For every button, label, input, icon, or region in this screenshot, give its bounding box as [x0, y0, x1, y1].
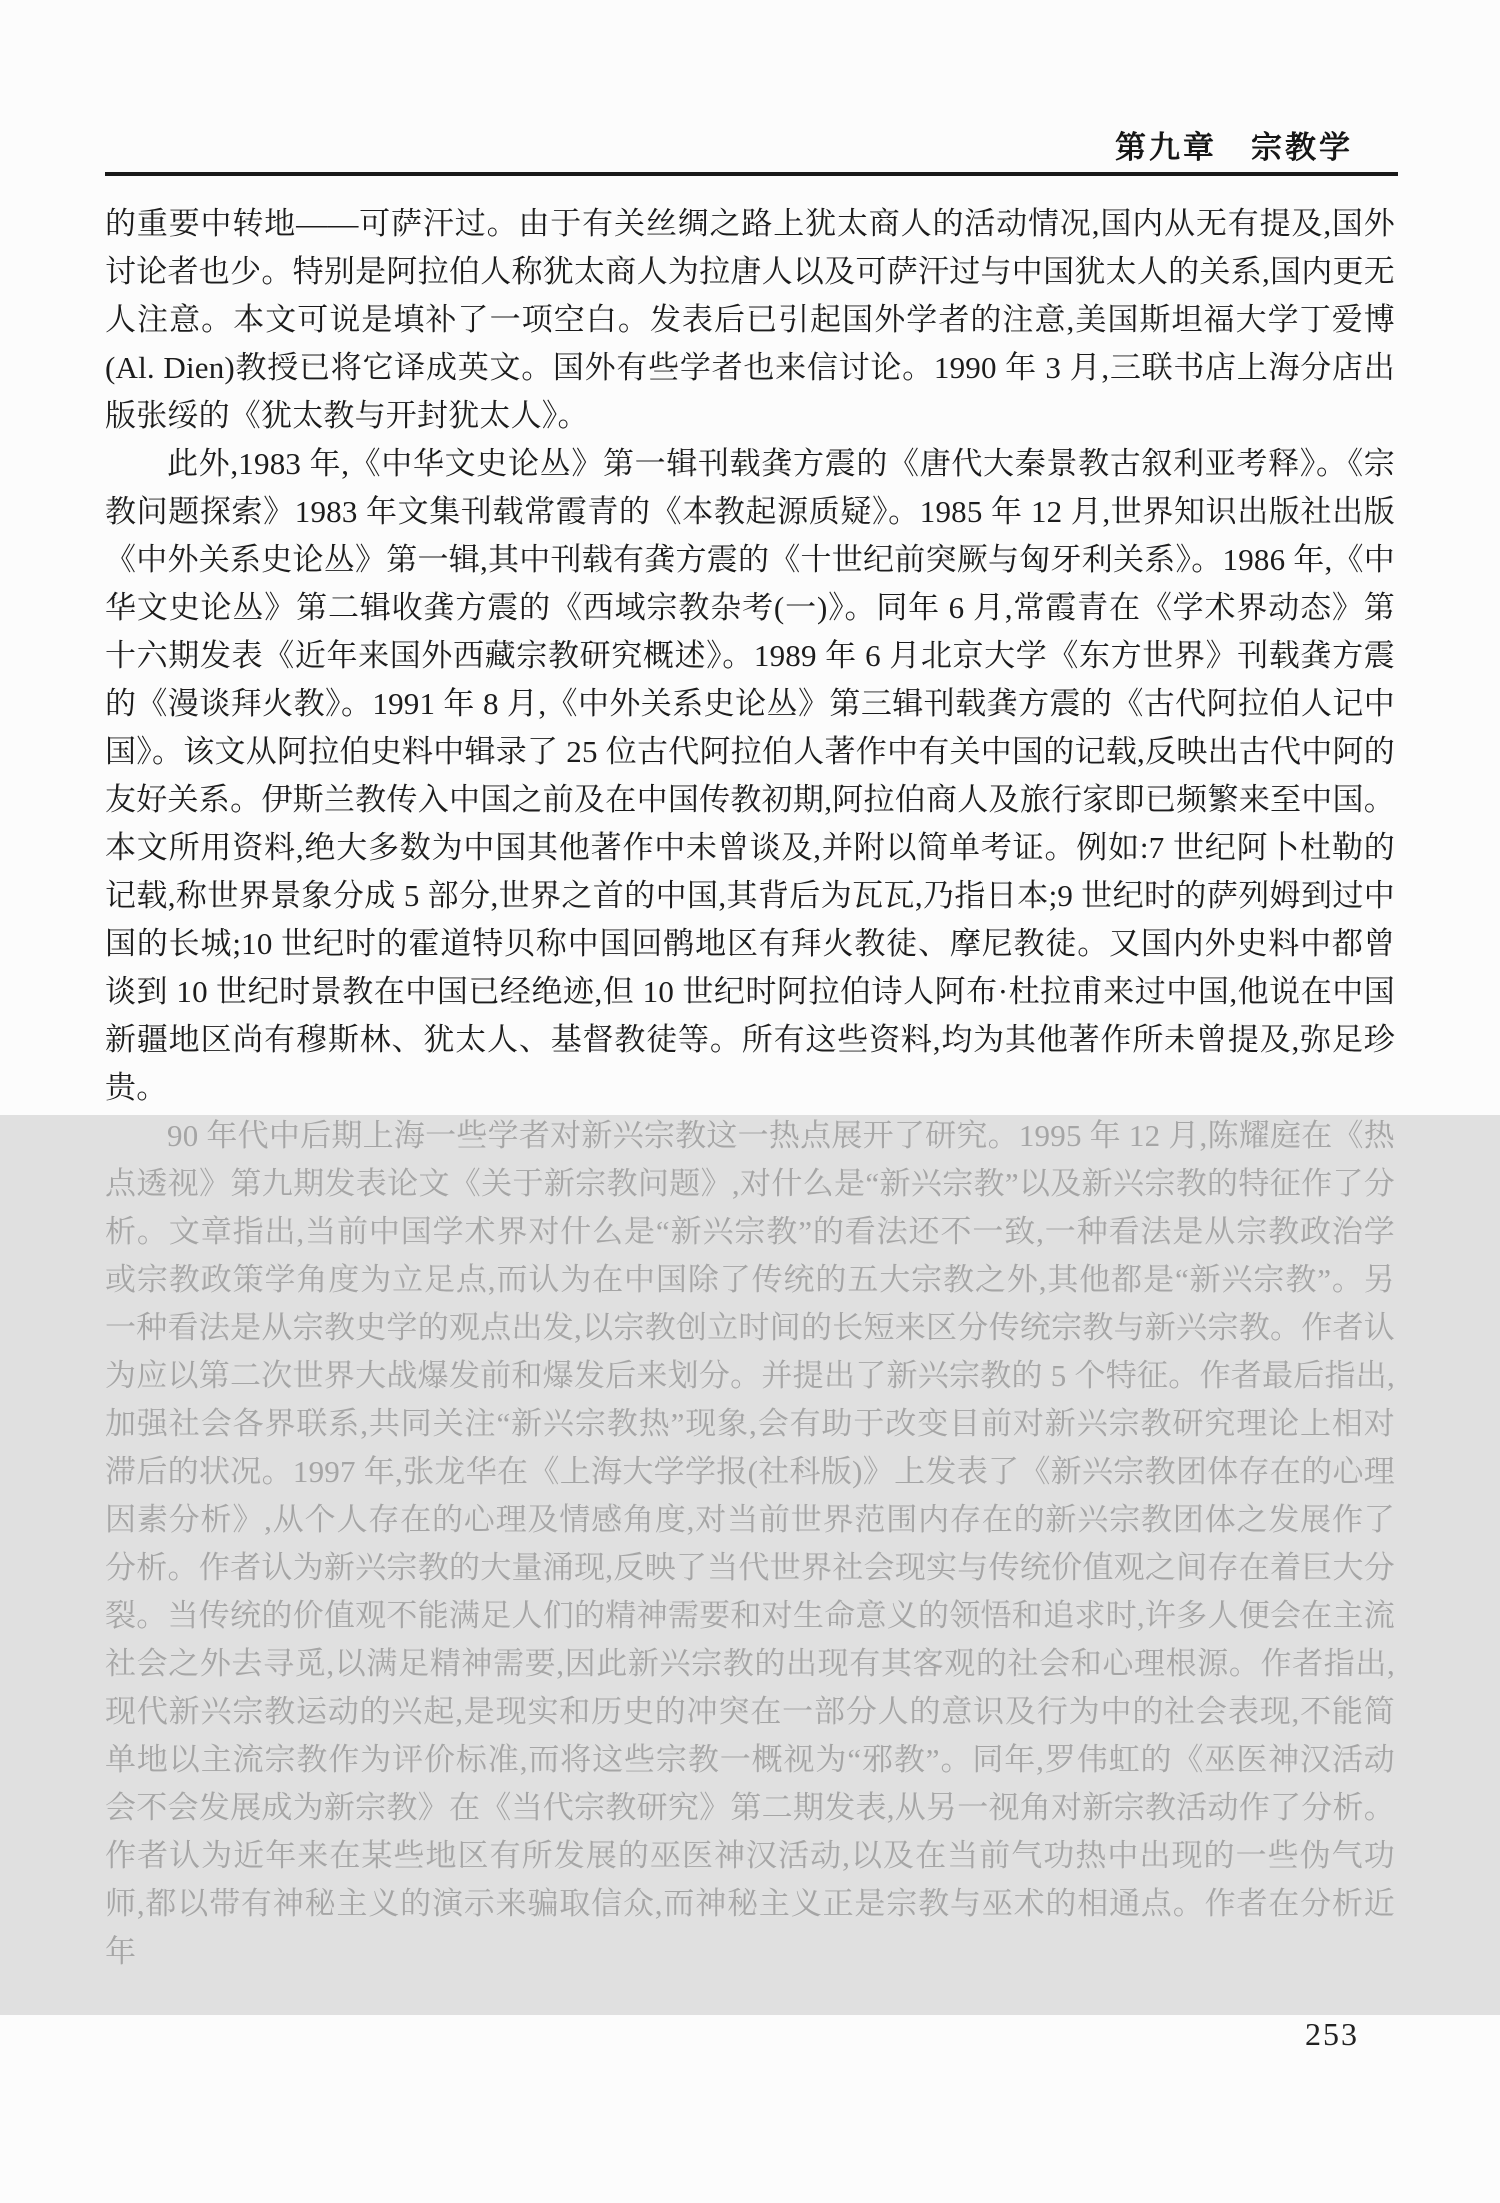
paragraph-new-religions-research-faded: 90 年代中后期上海一些学者对新兴宗教这一热点展开了研究。1995 年 12 月,陈耀庭在《热点透视》第九期发表论文《关于新宗教问题》,对什么是“新兴宗教”以及新兴宗教的特征作了分析。文章指出,当前中国学术界对什么是“新兴宗教”的看法还不一致,一种看法是从宗教政治学或宗教政策学角度为立足点,而认为在中国除了传统的五大宗教之外,其他都是“新兴宗教”。另一种看法是从宗教史学的观点出发,以宗教创立时间的长短来区分传统宗教与新兴宗教。作者认为应以第二次世界大战爆发前和爆发后来划分。并提出了新兴宗教的 5 个特征。作者最后指出,加强社会各界联系,共同关注“新兴宗教热”现象,会有助于改变目前对新兴宗教研究理论上相对滞后的状况。1997 年,张龙华在《上海大学学报(社科版)》上发表了《新兴宗教团体存在的心理因素分析》,从个人存在的心理及情感角度,对当前世界范围内存在的新兴宗教团体之发展作了分析。作者认为新兴宗教的大量涌现,反映了当代世界社会现实与传统价值观之间存在着巨大分裂。当传统的价值观不能满足人们的精神需要和对生命意义的领悟和追求时,许多人便会在主流社会之外去寻觅,以满足精神需要,因此新兴宗教的出现有其客观的社会和心理根源。作者指出,现代新兴宗教运动的兴起,是现实和历史的冲突在一部分人的意识及行为中的社会表现,不能简单地以主流宗教作为评价标准,而将这些宗教一概视为“邪教”。同年,罗伟虹的《巫医神汉活动会不会发展成为新宗教》在《当代宗教研究》第二期发表,从另一视角对新宗教活动作了分析。作者认为近年来在某些地区有所发展的巫医神汉活动,以及在当前气功热中出现的一些伪气功师,都以带有神秘主义的演示来骗取信众,而神秘主义正是宗教与巫术的相通点。作者在分析近年	[105, 1118, 1395, 1969]
page-number: 253	[1305, 2016, 1359, 2052]
running-header-chapter-title: 第九章 宗教学	[1115, 130, 1353, 165]
paragraph-1983-publications: 此外,1983 年,《中华文史论丛》第一辑刊载龚方震的《唐代大秦景教古叙利亚考释》。《宗教问题探索》1983 年文集刊载常霞青的《本教起源质疑》。1985 年 12 月,世界知识出版社出版《中外关系史论丛》第一辑,其中刊载有龚方震的《十世纪前突厥与匈牙利关系》。1986 年,《中华文史论丛》第二辑收龚方震的《西域宗教杂考(一)》。同年 6 月,常霞青在《学术界动态》第十六期发表《近年来国外西藏宗教研究概述》。1989 年 6 月北京大学《东方世界》刊载龚方震的《漫谈拜火教》。1991 年 8 月,《中外关系史论丛》第三辑刊载龚方震的《古代阿拉伯人记中国》。该文从阿拉伯史料中辑录了 25 位古代阿拉伯人著作中有关中国的记载,反映出古代中阿的友好关系。伊斯兰教传入中国之前及在中国传教初期,阿拉伯商人及旅行家即已频繁来至中国。本文所用资料,绝大多数为中国其他著作中未曾谈及,并附以简单考证。例如:7 世纪阿卜杜勒的记载,称世界景象分成 5 部分,世界之首的中国,其背后为瓦瓦,乃指日本;9 世纪时的萨列姆到过中国的长城;10 世纪时的霍道特贝称中国回鹘地区有拜火教徒、摩尼教徒。又国内外史料中都曾谈到 10 世纪时景教在中国已经绝迹,但 10 世纪时阿拉伯诗人阿布·杜拉甫来过中国,他说在中国新疆地区尚有穆斯林、犹太人、基督教徒等。所有这些资料,均为其他著作所未曾提及,弥足珍贵。	[105, 446, 1395, 1105]
paragraph-continued-from-previous-page: 的重要中转地——可萨汗过。由于有关丝绸之路上犹太商人的活动情况,国内从无有提及,国外讨论者也少。特别是阿拉伯人称犹太商人为拉唐人以及可萨汗过与中国犹太人的关系,国内更无人注意。本文可说是填补了一项空白。发表后已引起国外学者的注意,美国斯坦福大学丁爱博(Al. Dien)教授已将它译成英文。国外有些学者也来信讨论。1990 年 3 月,三联书店上海分店出版张绥的《犹太教与开封犹太人》。	[105, 206, 1395, 433]
page-body-text	[105, 200, 1395, 1976]
header-rule	[105, 172, 1398, 176]
